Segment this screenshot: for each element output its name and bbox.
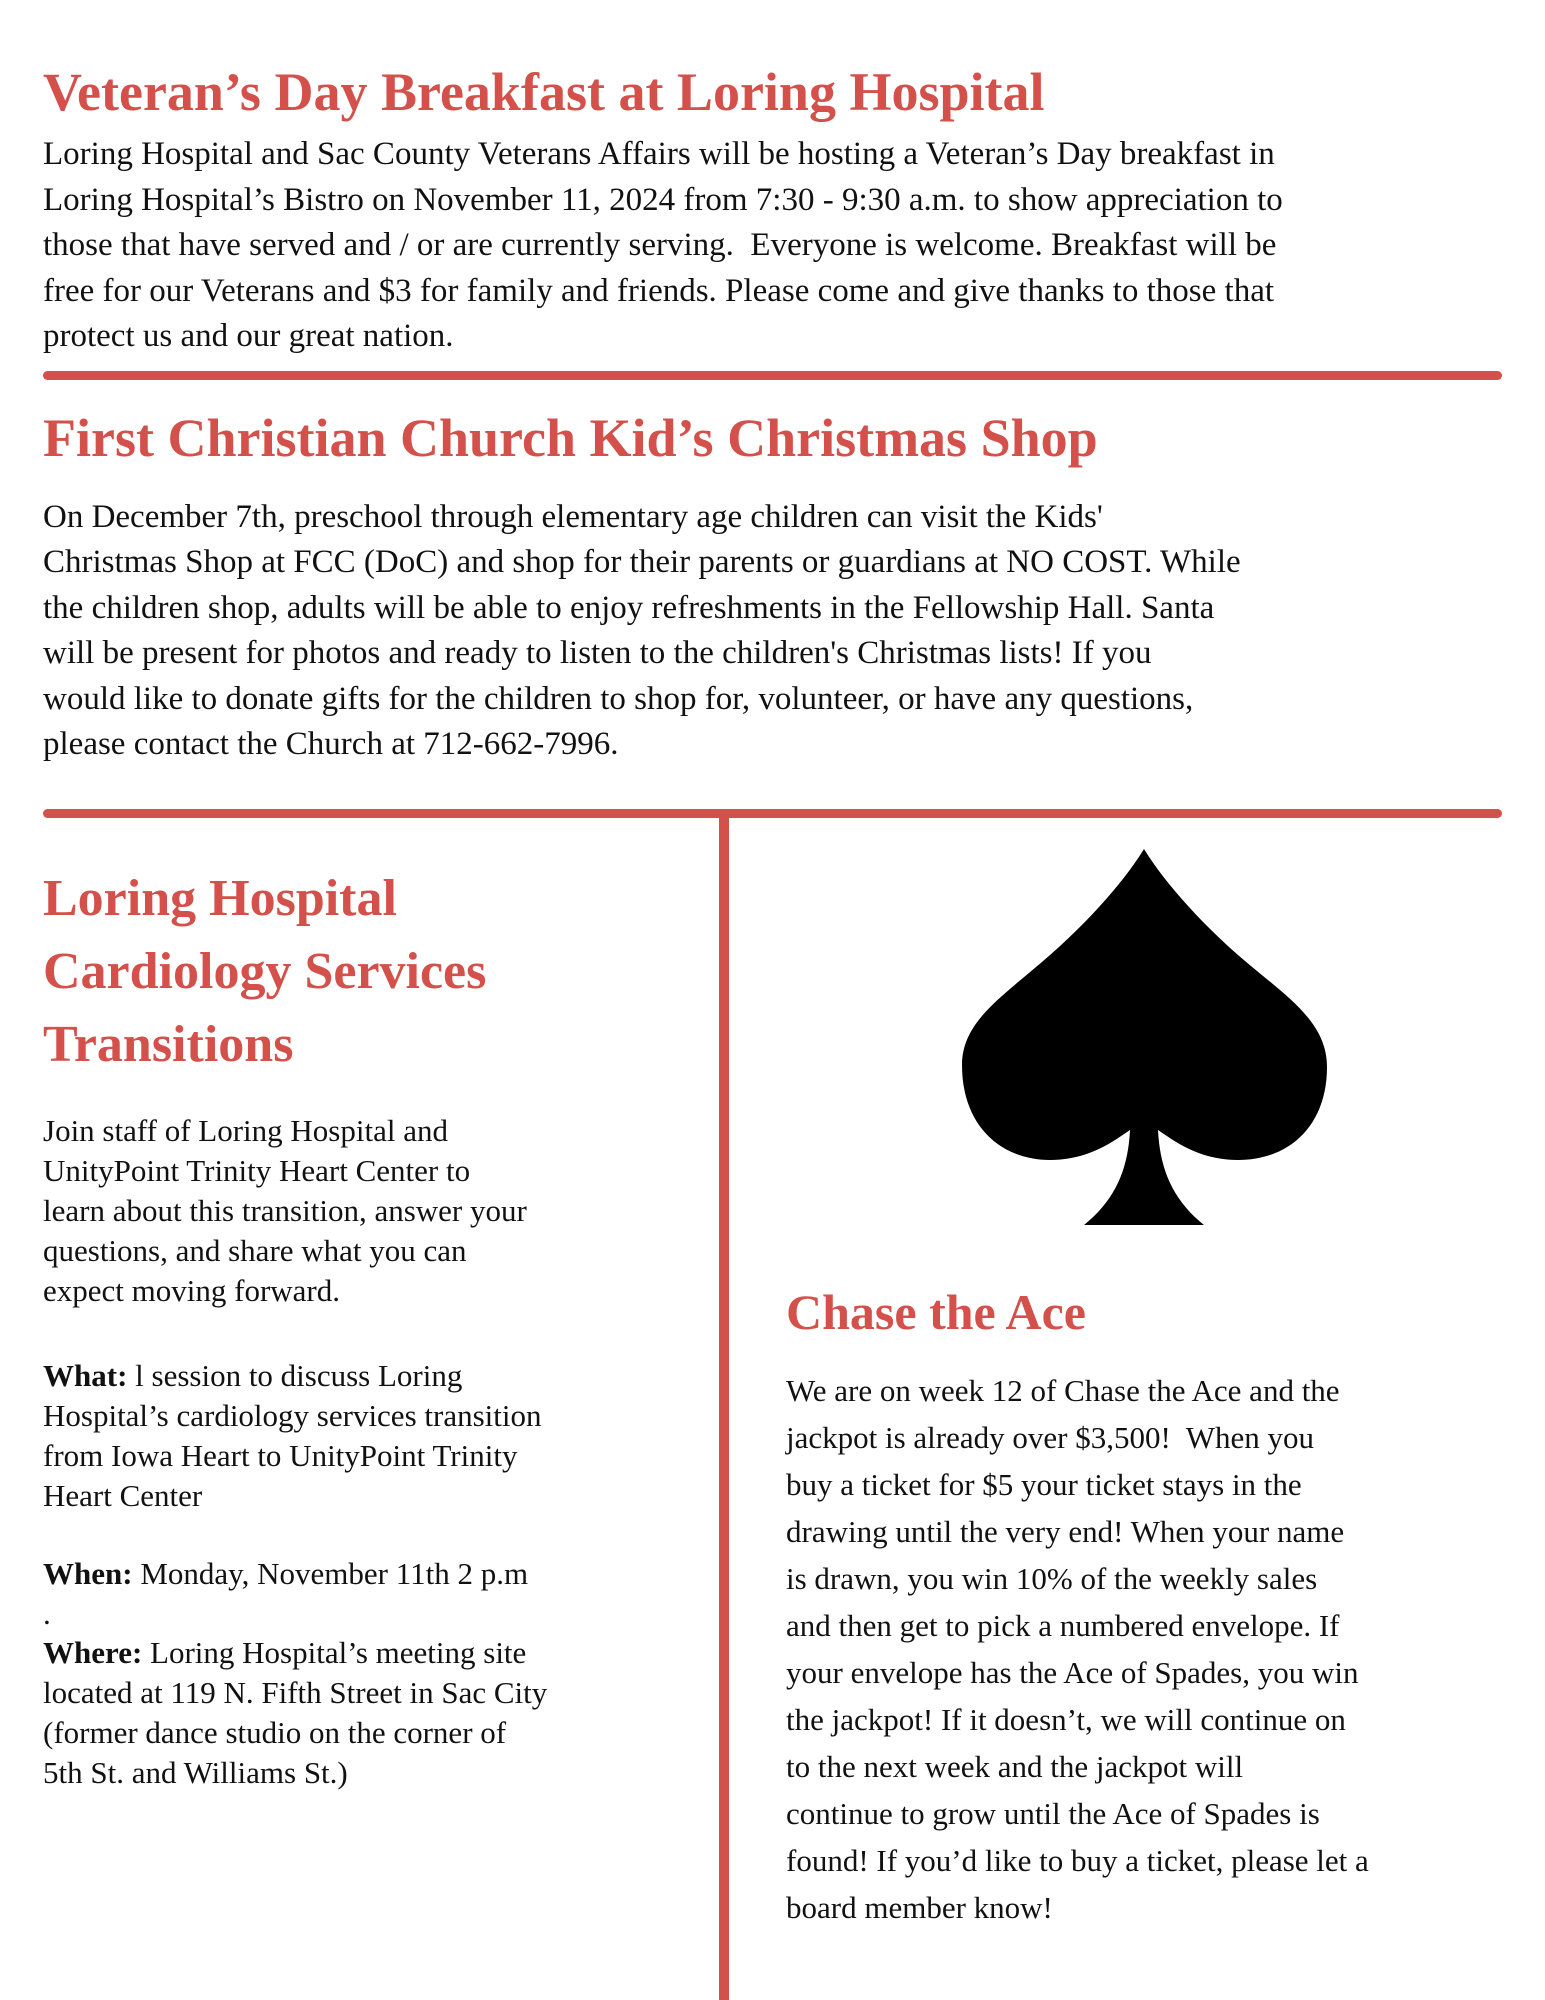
where-line [43, 1633, 547, 1673]
cardiology-intro [43, 1111, 527, 1311]
body-line: Loring Hospital’s Bistro on November 11, 2024 from 7:30 - 9:30 a.m. to show appreciation to [43, 181, 1283, 218]
veterans-day-title: Veteran’s Day Breakfast at Loring Hospital [43, 62, 1045, 122]
body-line: (former dance studio on the corner of [43, 1715, 507, 1750]
veterans-day-body [43, 132, 1283, 360]
body-line: to the next week and the jackpot will [786, 1749, 1244, 1784]
body-line: questions, and share what you can [43, 1233, 467, 1268]
when-line [43, 1554, 528, 1594]
body-line: UnityPoint Trinity Heart Center to [43, 1153, 471, 1188]
body-line: board member know! [786, 1890, 1053, 1925]
section-divider [43, 371, 1502, 380]
title-line: Transitions [43, 1016, 294, 1073]
section-divider [43, 809, 1502, 818]
body-line: please contact the Church at 712-662-7996. [43, 726, 619, 763]
body-line: buy a ticket for $5 your ticket stays in the [786, 1467, 1302, 1502]
title-line: Cardiology Services [43, 943, 487, 1000]
cardiology-title [43, 862, 486, 1081]
when-trailing: . [43, 1596, 51, 1631]
where-label: Where: [43, 1635, 143, 1670]
body-line: continue to grow until the Ace of Spades is [786, 1796, 1320, 1831]
christmas-shop-title: First Christian Church Kid’s Christmas Shop [43, 408, 1098, 468]
body-line: expect moving forward. [43, 1273, 340, 1308]
spade-shape [962, 849, 1327, 1225]
what-line [43, 1356, 541, 1396]
body-line: protect us and our great nation. [43, 318, 454, 354]
body-line: Christmas Shop at FCC (DoC) and shop for their parents or guardians at NO COST. While [43, 544, 1241, 581]
body-line: located at 119 N. Fifth Street in Sac City [43, 1675, 548, 1710]
chase-the-ace-body [786, 1367, 1369, 1931]
body-line: and then get to pick a numbered envelope. If [786, 1608, 1340, 1643]
column-divider [719, 813, 729, 2000]
when-value: Monday, November 11th 2 p.m [132, 1556, 529, 1591]
body-line: We are on week 12 of Chase the Ace and the [786, 1373, 1340, 1408]
body-line: drawing until the very end! When your name [786, 1514, 1345, 1549]
body-line: free for our Veterans and $3 for family and friends. Please come and give thanks to those that [43, 272, 1275, 309]
body-line: jackpot is already over $3,500! When you [786, 1420, 1314, 1455]
title-line: Loring Hospital [43, 870, 397, 927]
body-line: from Iowa Heart to UnityPoint Trinity [43, 1438, 518, 1473]
body-line: found! If you’d like to buy a ticket, please let a [786, 1843, 1369, 1878]
what-label: What: [43, 1358, 128, 1393]
body-line: Heart Center [43, 1478, 203, 1513]
body-line: On December 7th, preschool through elementary age children can visit the Kids' [43, 499, 1103, 535]
body-line: 5th St. and Williams St.) [43, 1755, 348, 1790]
when-label: When: [43, 1556, 133, 1591]
cardiology-when [43, 1554, 528, 1634]
body-line: Hospital’s cardiology services transition [43, 1398, 542, 1433]
body-line: the children shop, adults will be able to enjoy refreshments in the Fellowship Hall. Santa [43, 589, 1215, 626]
body-line: is drawn, you win 10% of the weekly sales [786, 1561, 1318, 1596]
body-line: would like to donate gifts for the children to shop for, volunteer, or have any questions, [43, 680, 1194, 717]
cardiology-where [43, 1633, 547, 1793]
body-line: your envelope has the Ace of Spades, you win [786, 1655, 1359, 1690]
chase-the-ace-title: Chase the Ace [786, 1284, 1086, 1340]
body-line: the jackpot! If it doesn’t, we will continue on [786, 1702, 1346, 1737]
what-value: l session to discuss Loring [127, 1358, 463, 1393]
body-line: those that have served and / or are currently serving. Everyone is welcome. Breakfast will be [43, 227, 1277, 263]
where-value: Loring Hospital’s meeting site [142, 1635, 527, 1670]
christmas-shop-body [43, 495, 1241, 767]
cardiology-what [43, 1356, 541, 1516]
body-line: learn about this transition, answer your [43, 1193, 527, 1228]
body-line: Join staff of Loring Hospital and [43, 1113, 448, 1148]
spade-icon [955, 845, 1335, 1230]
body-line: Loring Hospital and Sac County Veterans Affairs will be hosting a Veteran’s Day breakfast in [43, 136, 1275, 172]
body-line: will be present for photos and ready to listen to the children's Christmas lists! If you [43, 635, 1152, 672]
